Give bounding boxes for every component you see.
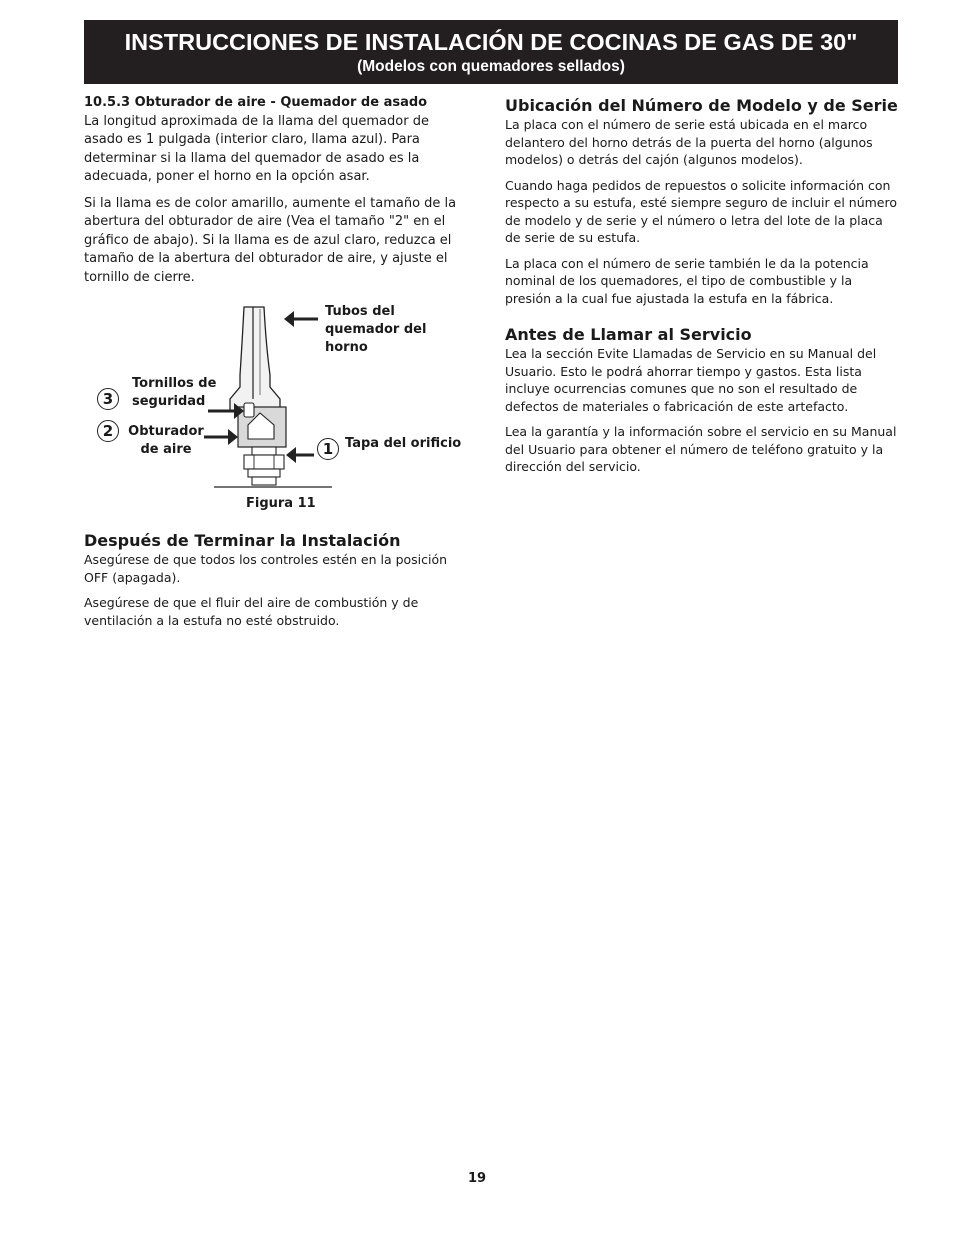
- air-shutter-paragraph-2: Si la llama es de color amarillo, aumente el tamaño de la abertura del obturador de aire (Vea el tamaño "2" en el gráfico de abajo). Si la llama es de azul claro, reduzca el tamaño de la abertura del obturador de aire, y ajuste el tornillo de cierre.: [84, 195, 457, 285]
- page-title: INSTRUCCIONES DE INSTALACIÓN DE COCINAS DE GAS DE 30": [124, 29, 858, 55]
- model-serial-paragraph-3: La placa con el número de serie también le da la potencia nominal de los quemadores, el tipo de combustible y la presión a la cual fue ajustada la estufa en la fábrica.: [505, 255, 869, 306]
- left-column: [84, 94, 464, 637]
- air-shutter-paragraph-1: La longitud aproximada de la llama del quemador de asado es 1 pulgada (interior claro, llama azul). Para determinar si la llama del quemador de asado es la adecuada, poner el horno en la opción asar.: [84, 113, 429, 184]
- label-safety-screws: Tornillos de seguridad: [132, 376, 217, 409]
- page-header-banner: [84, 20, 898, 84]
- figure-caption: Figura 11: [246, 496, 316, 511]
- after-installation-heading: Después de Terminar la Instalación: [84, 531, 401, 550]
- callout-1: 1: [317, 438, 339, 460]
- right-column: [505, 96, 900, 484]
- before-service-paragraph-2: Lea la garantía y la información sobre el servicio en su Manual del Usuario para obtener el número de teléfono gratuito y la dirección del servicio.: [505, 424, 897, 474]
- label-orifice-cap: Tapa del orificio: [345, 436, 462, 451]
- label-air-shutter: Obturador de aire: [128, 424, 204, 457]
- page-number: 19: [467, 1171, 487, 1186]
- air-shutter-heading: 10.5.3 Obturador de aire - Quemador de asado: [84, 95, 428, 110]
- label-burner-tubes: Tubos del quemador del horno: [325, 304, 427, 355]
- after-installation-paragraph-2: Asegúrese de que el fluir del aire de combustión y de ventilación a la estufa no esté obstruido.: [84, 595, 419, 628]
- model-serial-paragraph-1: La placa con el número de serie está ubicada en el marco delantero del horno detrás de la puerta del horno (algunos modelos) o detrás del cajón (algunos modelos).: [505, 117, 873, 167]
- page-subtitle: (Modelos con quemadores sellados): [357, 58, 625, 75]
- callout-3: 3: [97, 388, 119, 410]
- after-installation-paragraph-1: Asegúrese de que todos los controles estén en la posición OFF (apagada).: [84, 552, 448, 585]
- model-serial-paragraph-2: Cuando haga pedidos de repuestos o solicite información con respecto a su estufa, esté siempre seguro de incluir el número de modelo y de serie y el número o letra del lote de la placa de serie de su estufa.: [505, 177, 897, 245]
- callout-2: 2: [97, 420, 119, 442]
- before-service-heading: Antes de Llamar al Servicio: [505, 325, 752, 344]
- model-serial-heading: Ubicación del Número de Modelo y de Serie: [505, 96, 898, 115]
- figure-11: [84, 295, 464, 525]
- before-service-paragraph-1: Lea la sección Evite Llamadas de Servicio en su Manual del Usuario. Esto le podrá ahorrar tiempo y gastos. Esta lista incluye ocurrencias comunes que no son el resultado de defectos de materiales o fabricación de este artefacto.: [505, 346, 877, 414]
